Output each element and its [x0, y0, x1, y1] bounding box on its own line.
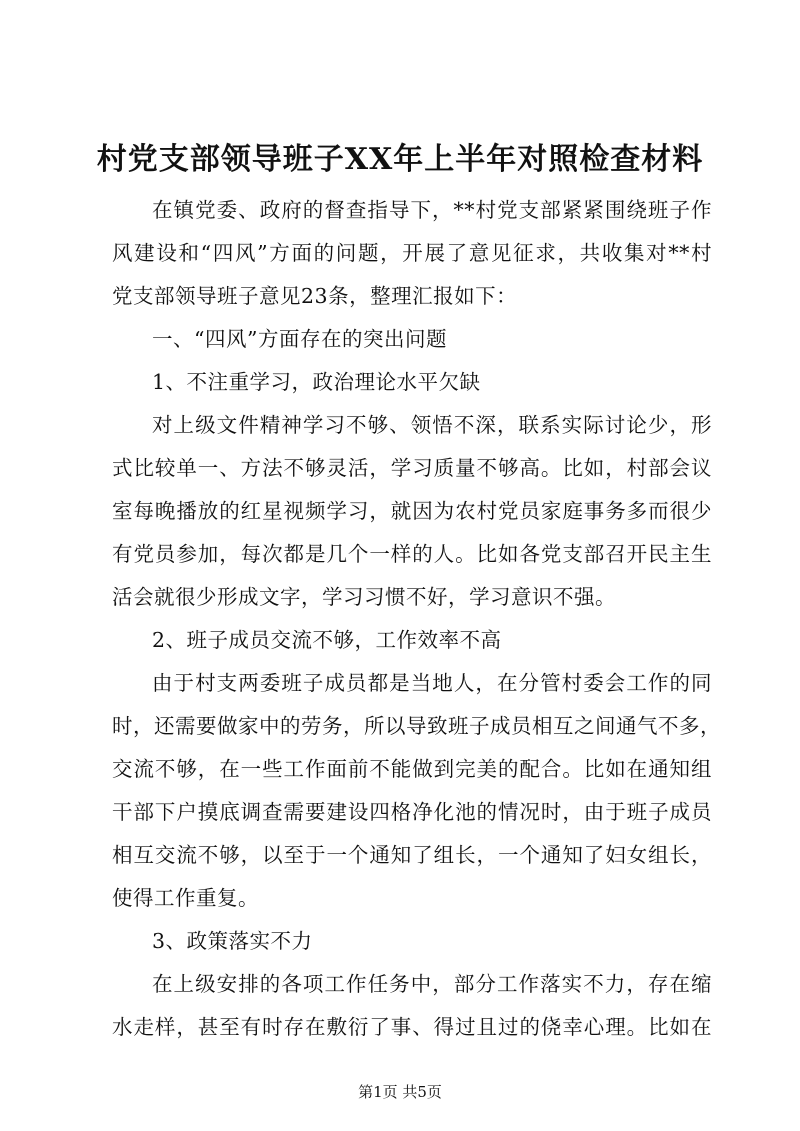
- body-line: 干部下户摸底调查需要建设四格净化池的情况时，由于班子成员: [112, 800, 712, 824]
- document-title: 村党支部领导班子XX年上半年对照检查材料: [96, 142, 704, 177]
- body-line: 在上级安排的各项工作任务中，部分工作落实不力，存在缩: [152, 972, 712, 996]
- subsection-heading: 3、政策落实不力: [152, 929, 313, 953]
- body-line: 在镇党委、政府的督查指导下，**村党支部紧紧围绕班子作: [152, 198, 712, 222]
- body-line: 有党员参加，每次都是几个一样的人。比如各党支部召开民主生: [112, 542, 712, 566]
- body-line: 活会就很少形成文字，学习习惯不好，学习意识不强。: [112, 585, 616, 609]
- body-line: 风建设和“四风”方面的问题，开展了意见征求，共收集对**村: [112, 241, 712, 265]
- page-number: 第1页 共5页: [358, 1083, 442, 1101]
- body-line: 相互交流不够，以至于一个通知了组长，一个通知了妇女组长，: [112, 843, 712, 867]
- body-line: 式比较单一、方法不够灵活，学习质量不够高。比如，村部会议: [112, 456, 712, 480]
- body-line: 由于村支两委班子成员都是当地人，在分管村委会工作的同: [152, 671, 712, 695]
- section-heading: 一、“四风”方面存在的突出问题: [152, 327, 447, 351]
- body-line: 对上级文件精神学习不够、领悟不深，联系实际讨论少，形: [152, 413, 712, 437]
- body-line: 水走样，甚至有时存在敷衍了事、得过且过的侥幸心理。比如在: [112, 1015, 712, 1039]
- body-line: 时，还需要做家中的劳务，所以导致班子成员相互之间通气不多，: [112, 714, 721, 738]
- body-line: 交流不够，在一些工作面前不能做到完美的配合。比如在通知组: [112, 757, 712, 781]
- body-line: 使得工作重复。: [112, 886, 259, 910]
- body-line: 室每晚播放的红星视频学习，就因为农村党员家庭事务多而很少: [112, 499, 712, 523]
- subsection-heading: 2、班子成员交流不够，工作效率不高: [152, 628, 502, 652]
- subsection-heading: 1、不注重学习，政治理论水平欠缺: [152, 370, 481, 394]
- body-line: 党支部领导班子意见23条，整理汇报如下：: [112, 284, 518, 308]
